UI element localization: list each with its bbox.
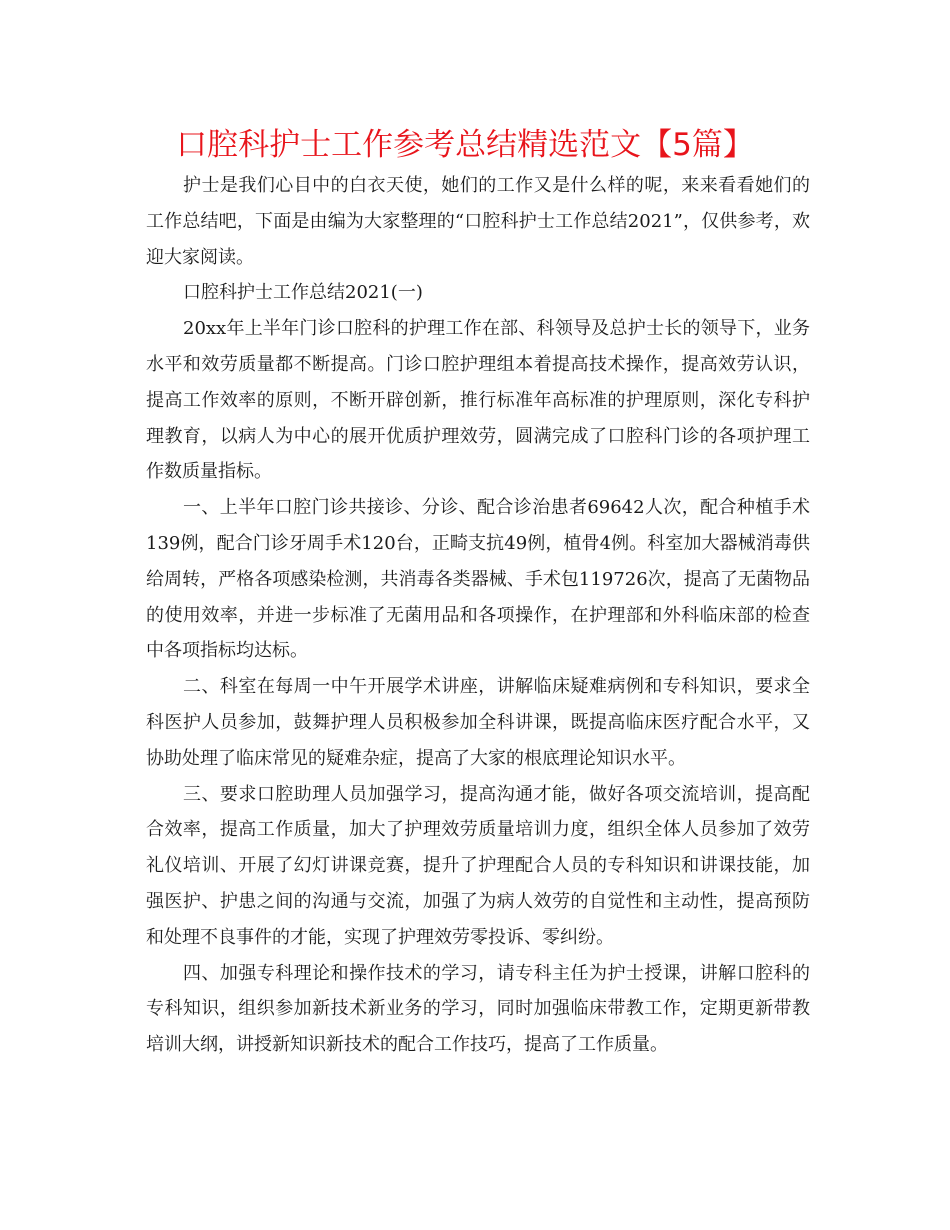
body-paragraph: 20xx年上半年门诊口腔科的护理工作在部、科领导及总护士长的领导下，业务水平和效劳质量都不断提高。门诊口腔护理组本着提高技术操作，提高效劳认识，提高工作效率的原则，不断开辟创新，推行标准年高标准的护理原则，深化专科护理教育，以病人为中心的展开优质护理效劳，圆满完成了口腔科门诊的各项护理工作数质量指标。 bbox=[146, 318, 810, 483]
body-paragraph: 三、要求口腔助理人员加强学习，提高沟通才能，做好各项交流培训，提高配合效率，提高工作质量，加大了护理效劳质量培训力度，组织全体人员参加了效劳礼仪培训、开展了幻灯讲课竞赛，提升了护理配合人员的专科知识和讲课技能，加强医护、护患之间的沟通与交流，加强了为病人效劳的自觉性和主动性，提高预防和处理不良事件的才能，实现了护理效劳零投诉、零纠纷。 bbox=[146, 783, 810, 948]
intro-paragraph: 护士是我们心目中的白衣天使，她们的工作又是什么样的呢，来来看看她们的工作总结吧，下面是由编为大家整理的“口腔科护士工作总结2021”，仅供参考，欢迎大家阅读。 bbox=[146, 175, 810, 268]
document-title: 口腔科护士工作参考总结精选范文【5篇】 bbox=[176, 127, 754, 163]
body-paragraph: 一、上半年口腔门诊共接诊、分诊、配合诊治患者69642人次，配合种植手术139例，配合门诊牙周手术120台，正畸支抗49例，植骨4例。科室加大器械消毒供给周转，严格各项感染检测，共消毒各类器械、手术包119726次，提高了无菌物品的使用效率，并进一步标准了无菌用品和各项操作，在护理部和外科临床部的检查中各项指标均达标。 bbox=[146, 497, 810, 662]
body-paragraph: 二、科室在每周一中午开展学术讲座，讲解临床疑难病例和专科知识，要求全科医护人员参加，鼓舞护理人员积极参加全科讲课，既提高临床医疗配合水平，又协助处理了临床常见的疑难杂症，提高了大家的根底理论知识水平。 bbox=[146, 676, 810, 769]
document-body bbox=[146, 168, 810, 1063]
section-heading: 口腔科护士工作总结2021(一) bbox=[183, 282, 423, 304]
body-paragraph: 四、加强专科理论和操作技术的学习，请专科主任为护士授课，讲解口腔科的专科知识，组织参加新技术新业务的学习，同时加强临床带教工作，定期更新带教培训大纲，讲授新知识新技术的配合工作技巧，提高了工作质量。 bbox=[146, 962, 810, 1056]
